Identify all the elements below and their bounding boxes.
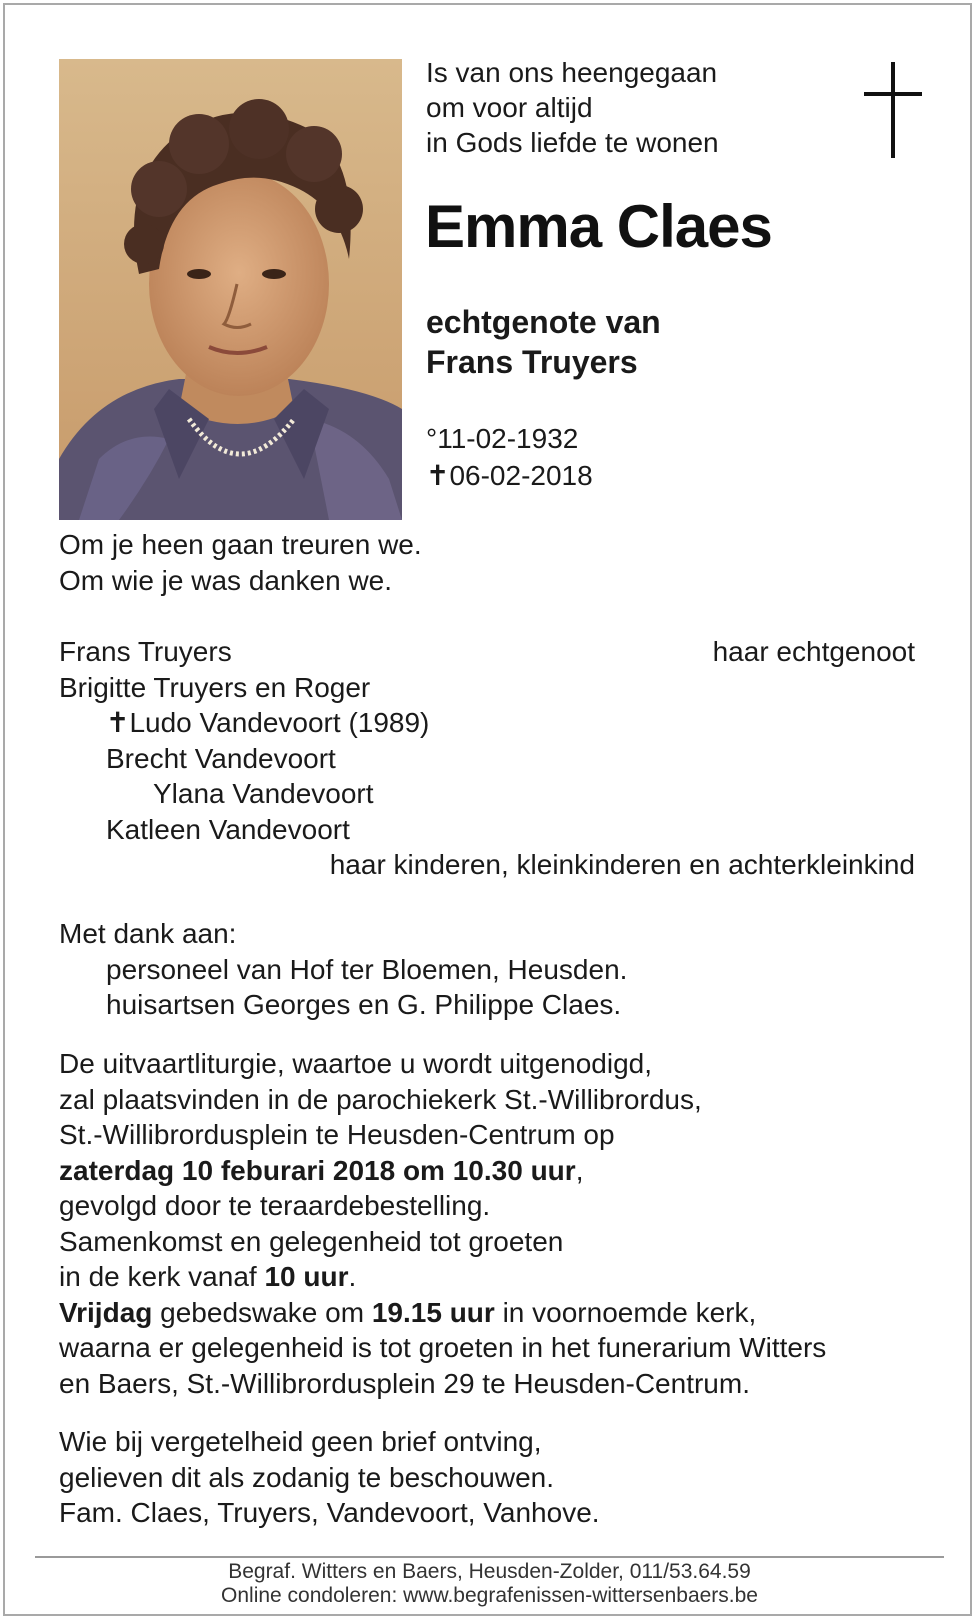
family-member: Katleen Vandevoort [106,813,350,845]
funeral-line: De uitvaartliturgie, waartoe u wordt uitgenodigd, [59,1048,653,1079]
funeral-date: zaterdag 10 feburari 2018 om 10.30 uur [59,1154,576,1186]
condolence-link[interactable]: Online condoleren: www.begrafenissen-wittersenbaers.be [221,1584,758,1607]
intro-text [426,55,719,160]
life-dates [426,420,593,494]
funeral-line: zal plaatsvinden in de parochiekerk St.-Willibrordus, [59,1083,702,1115]
closing-section [59,1424,919,1531]
funeral-line: gevolgd door te teraardebestelling. [59,1190,491,1221]
family-member: ✝Ludo Vandevoort (1989) [106,707,430,738]
intro-line: in Gods liefde te wonen [426,127,719,158]
funeral-line: Samenkomst en gelegenheid tot groeten [59,1225,564,1257]
family-member: Ylana Vandevoort [153,778,374,809]
footer-divider [35,1556,944,1558]
portrait-photo [59,59,402,520]
funeral-line: St.-Willibrordusplein te Heusden-Centrum op [59,1119,615,1150]
family-member: Frans Truyers [59,636,232,667]
funeral-line: waarna er gelegenheid is tot groeten in het funerarium Witters [59,1332,827,1363]
closing-line: gelieven dit als zodanig te beschouwen. [59,1461,555,1493]
birth-date: °11-02-1932 [426,423,579,454]
family-member: Brigitte Truyers en Roger [59,671,371,703]
thanks-title: Met dank aan: [59,918,237,949]
funeral-details [59,1046,919,1401]
family-signature: Fam. Claes, Truyers, Vandevoort, Vanhove. [59,1497,600,1528]
family-role: haar echtgenoot [712,636,915,667]
thanks-item: personeel van Hof ter Bloemen, Heusden. [106,953,628,985]
spouse-name: Frans Truyers [426,344,638,380]
cross-icon [864,62,922,158]
intro-line: Is van ons heengegaan [426,57,718,88]
closing-line: Wie bij vergetelheid geen brief ontving, [59,1426,542,1457]
thanks-item: huisartsen Georges en G. Philippe Claes. [106,989,622,1020]
funeral-line: in de kerk vanaf 10 uur. [59,1261,357,1292]
verse-line: Om wie je was danken we. [59,564,393,596]
family-role: haar kinderen, kleinkinderen en achterkleinkind [329,849,915,880]
undertaker-info: Begraf. Witters en Baers, Heusden-Zolder, 011/53.64.59 [228,1560,751,1583]
spouse-row [59,634,915,670]
footer [35,1560,944,1608]
vigil-line: Vrijdag gebedswake om 19.15 uur in voornoemde kerk, [59,1296,757,1328]
funeral-date-line: zaterdag 10 feburari 2018 om 10.30 uur, [59,1154,584,1186]
funeral-line: en Baers, St.-Willibrordusplein 29 te Heusden-Centrum. [59,1367,750,1399]
spouse-line: echtgenote van [426,304,661,340]
intro-line: om voor altijd [426,92,593,123]
spouse-info [426,302,661,382]
verse [59,527,919,598]
deceased-name: Emma Claes [425,193,772,260]
death-date: ✝06-02-2018 [426,460,593,491]
thanks-section [59,916,919,1023]
family-list [59,634,915,883]
family-member: Brecht Vandevoort [106,742,336,774]
verse-line: Om je heen gaan treuren we. [59,529,422,560]
